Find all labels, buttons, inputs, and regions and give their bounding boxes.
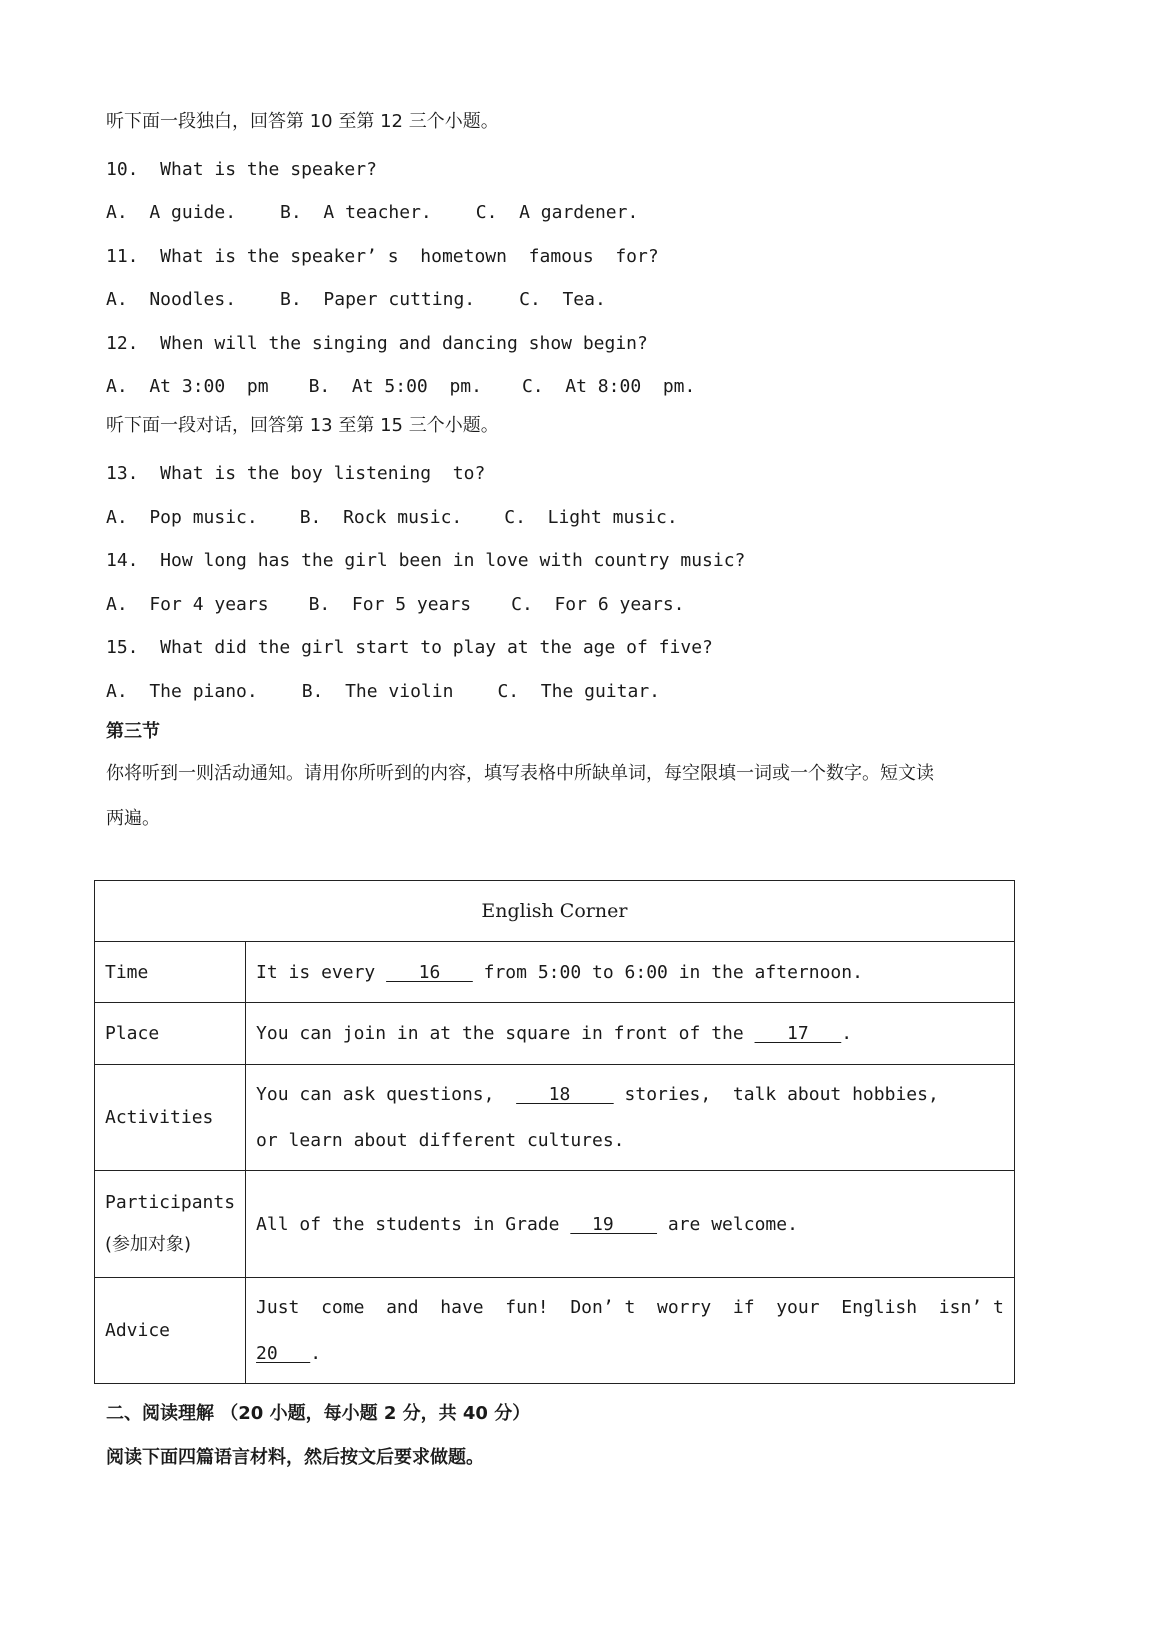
time-cell (246, 942, 1015, 1003)
blank-19[interactable]: 19 (570, 1213, 658, 1235)
table-row (95, 1003, 1015, 1065)
question-10-stem: 10. What is the speaker? (106, 159, 377, 180)
participants-label-cn: (参加对象) (105, 1234, 192, 1255)
option-a: A. The piano. (106, 681, 258, 702)
activities-text: You can ask questions, (256, 1083, 517, 1105)
option-c: C. For 6 years. (511, 594, 685, 615)
activities-text-end: stories, talk about hobbies, (613, 1083, 939, 1105)
question-10-options (106, 201, 638, 225)
option-b: B. The violin (301, 681, 454, 702)
time-text-end: from 5:00 to 6:00 in the afternoon. (472, 961, 863, 983)
question-12-options (106, 375, 695, 399)
option-c: C. At 8:00 pm. (521, 376, 696, 397)
participants-label-en: Participants (105, 1192, 236, 1213)
question-14-options (106, 593, 685, 617)
participants-label (95, 1171, 246, 1278)
option-c: C. Light music. (504, 507, 678, 528)
section-3-title: 第三节 (106, 721, 160, 742)
question-11-stem: 11. What is the speaker’ s hometown famous for? (106, 246, 659, 267)
table-row (95, 1065, 1015, 1171)
question-13-options (106, 506, 678, 530)
advice-text-end: . (310, 1342, 322, 1364)
option-a: A. For 4 years (106, 594, 269, 615)
table-row (95, 1171, 1015, 1278)
question-13-stem: 13. What is the boy listening to? (106, 463, 486, 484)
participants-text-end: are welcome. (657, 1213, 798, 1235)
place-label: Place (95, 1003, 246, 1065)
time-text: It is every (256, 961, 387, 983)
monologue-instruction: 听下面一段独白，回答第 10 至第 12 三个小题。 (106, 111, 499, 132)
option-b: B. At 5:00 pm. (308, 376, 482, 397)
option-c: C. A gardener. (475, 202, 639, 223)
question-12-stem: 12. When will the singing and dancing show begin? (106, 333, 648, 354)
section-3-instruction: 你将听到一则活动通知。请用你所听到的内容，填写表格中所缺单词，每空限填一词或一个数字。短文读 (106, 763, 934, 784)
option-a: A. Noodles. (106, 289, 237, 310)
table-row (95, 881, 1015, 942)
time-label: Time (95, 942, 246, 1003)
participants-cell (246, 1171, 1015, 1278)
option-b: B. A teacher. (280, 202, 432, 223)
question-14-stem: 14. How long has the girl been in love with country music? (106, 550, 746, 571)
option-b: B. For 5 years (308, 594, 472, 615)
question-11-options (106, 288, 606, 312)
part-2-title: 二、阅读理解 （20 小题，每小题 2 分，共 40 分） (106, 1403, 531, 1424)
activities-line-2: or learn about different cultures. (256, 1129, 625, 1151)
part-2-instruction: 阅读下面四篇语言材料，然后按文后要求做题。 (106, 1447, 484, 1468)
advice-cell (246, 1278, 1015, 1384)
option-b: B. Paper cutting. (280, 289, 476, 310)
option-a: A. At 3:00 pm (106, 376, 269, 397)
english-corner-table (94, 880, 1015, 1384)
activities-line-1 (256, 1072, 1004, 1118)
dialogue-instruction: 听下面一段对话，回答第 13 至第 15 三个小题。 (106, 415, 499, 436)
question-15-options (106, 680, 660, 704)
table-row (95, 1278, 1015, 1384)
advice-label: Advice (95, 1278, 246, 1384)
participants-text: All of the students in Grade (256, 1213, 571, 1235)
advice-line-1: Just come and have fun! Don’ t worry if your English isn’ t (256, 1296, 1004, 1318)
activities-label: Activities (95, 1065, 246, 1171)
option-c: C. Tea. (519, 289, 606, 310)
question-15-stem: 15. What did the girl start to play at the age of five? (106, 637, 713, 658)
activities-cell (246, 1065, 1015, 1171)
option-a: A. Pop music. (106, 507, 258, 528)
place-text: You can join in at the square in front of the (256, 1023, 755, 1044)
place-cell (246, 1003, 1015, 1065)
option-a: A. A guide. (106, 202, 237, 223)
blank-16[interactable]: 16 (386, 961, 473, 983)
option-b: B. Rock music. (299, 507, 463, 528)
place-text-end: . (841, 1023, 853, 1044)
blank-17[interactable]: 17 (754, 1023, 842, 1044)
table-title: English Corner (95, 881, 1015, 942)
section-3-instruction-cont: 两遍。 (106, 808, 160, 829)
option-c: C. The guitar. (497, 681, 660, 702)
table-row (95, 942, 1015, 1003)
blank-20[interactable]: 20 (256, 1342, 311, 1364)
advice-line-2 (256, 1331, 1004, 1377)
blank-18[interactable]: 18 (516, 1083, 614, 1105)
